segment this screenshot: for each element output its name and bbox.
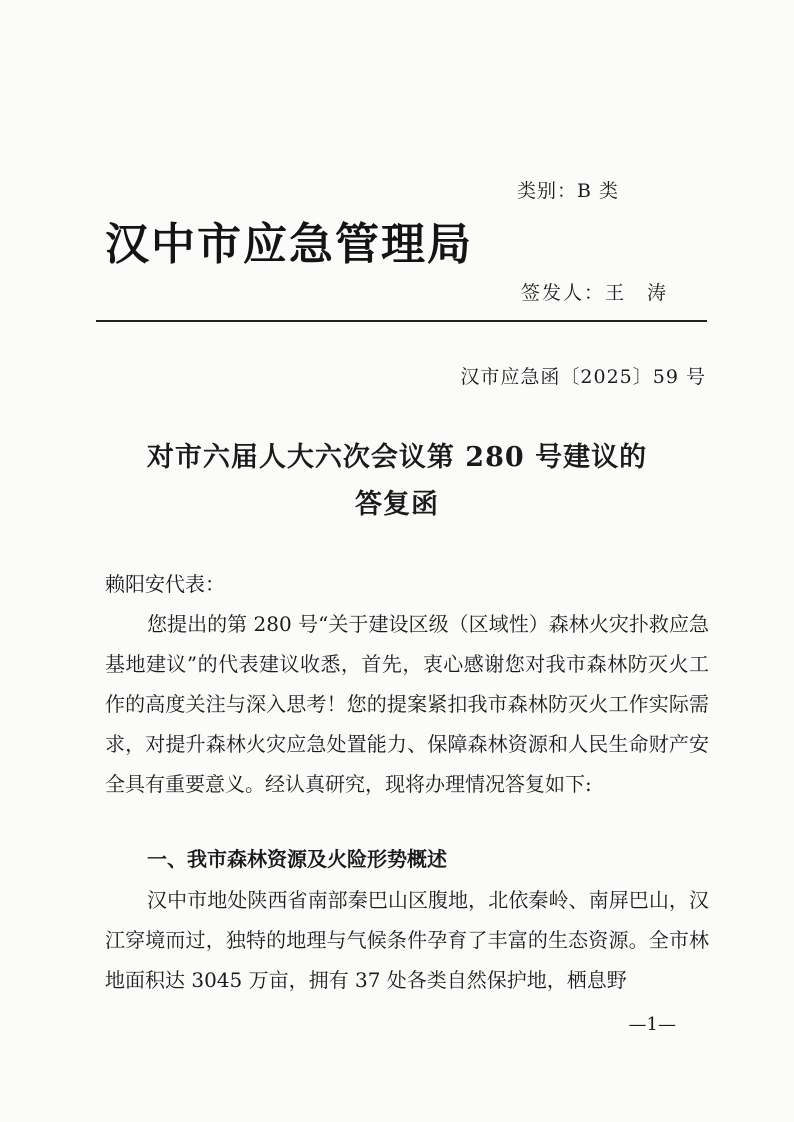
salutation: 赖阳安代表： xyxy=(105,572,225,596)
document-category: 类别：B 类 xyxy=(517,180,620,202)
document-title-line-1: 对市六届人大六次会议第 280 号建议的 xyxy=(146,442,648,473)
header-divider xyxy=(96,320,707,322)
signer-line: 签发人：王 涛 xyxy=(521,282,669,304)
section-heading-1: 一、我市森林资源及火险形势概述 xyxy=(147,847,447,871)
document-title-line-2: 答复函 xyxy=(355,489,439,520)
issuing-agency-title: 汉中市应急管理局 xyxy=(105,219,473,270)
body-paragraph-2: 汉中市地处陕西省南部秦巴山区腹地，北依秦岭、南屏巴山，汉江穿境而过，独特的地理与气候条件孕育了丰富的生态资源。全市林地面积达 3045 万亩，拥有 37 处各类自然保护地，栖息野 xyxy=(105,888,709,992)
body-paragraph-1: 您提出的第 280 号“关于建设区级（区域性）森林火灾扑救应急基地建议”的代表建议收悉，首先，衷心感谢您对我市森林防灭火工作的高度关注与深入思考！您的提案紧扣我市森林防灭火工作实际需求，对提升森林火灾应急处置能力、保障森林资源和人民生命财产安全具有重要意义。经认真研究，现将办理情况答复如下: xyxy=(105,612,709,796)
document-number: 汉市应急函〔2025〕59 号 xyxy=(460,366,706,388)
page-number: —1— xyxy=(628,1014,676,1035)
